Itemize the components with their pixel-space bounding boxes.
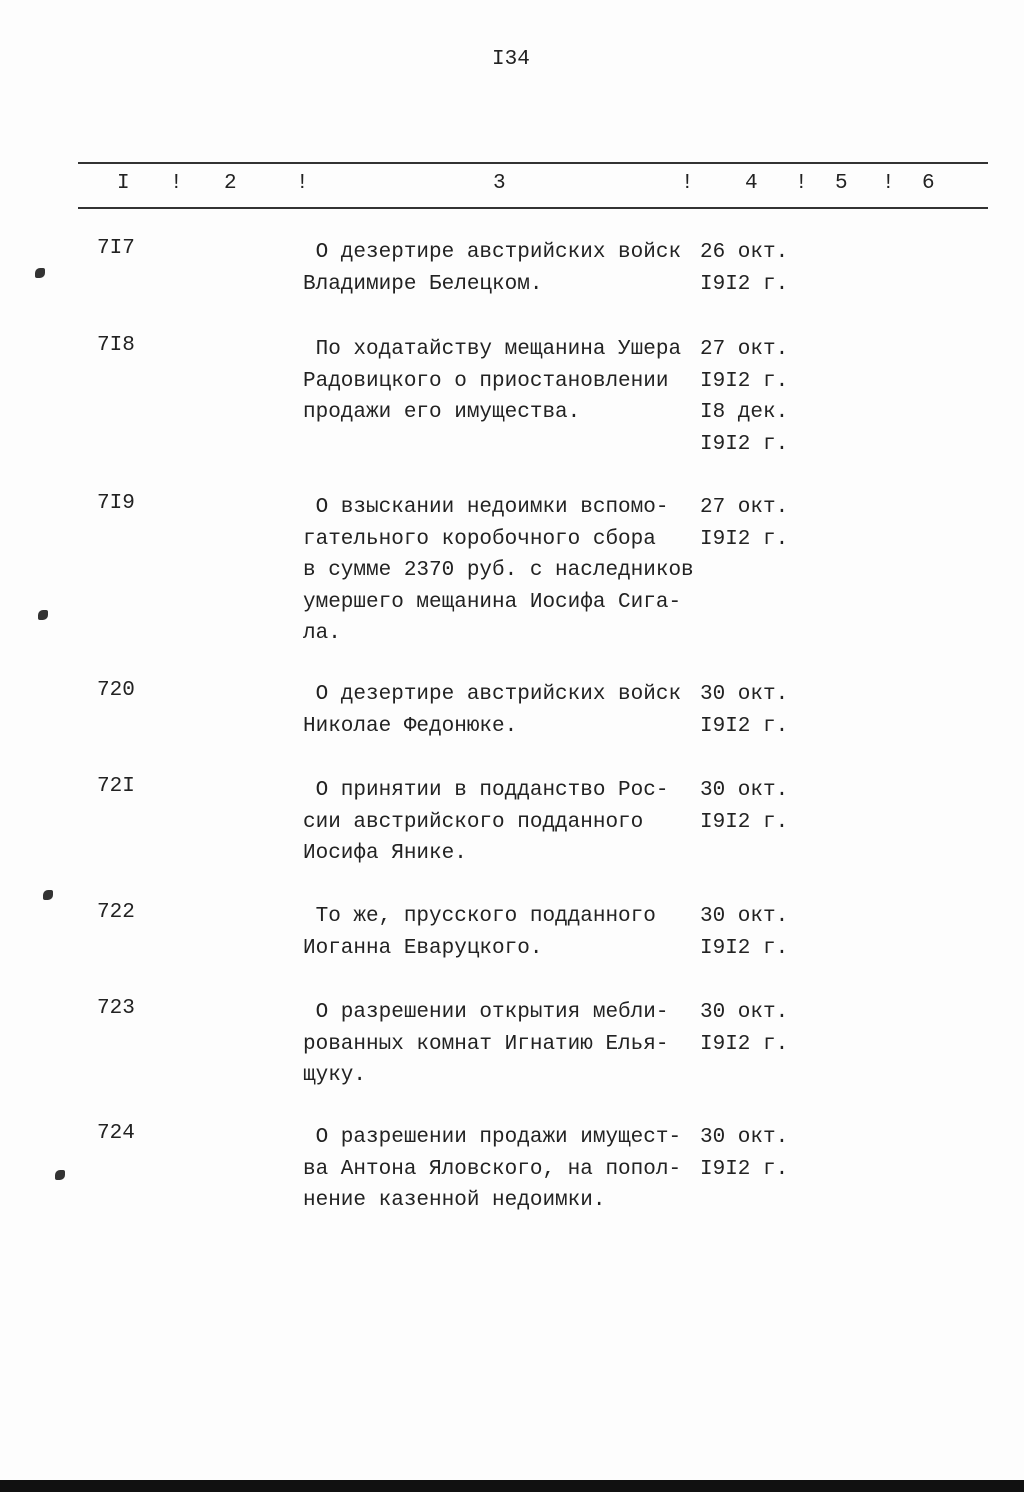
date-line: I9I2 г. bbox=[700, 1157, 789, 1181]
entry-number: 7I8 bbox=[97, 334, 135, 357]
scan-mark bbox=[38, 610, 48, 620]
entry-dates bbox=[700, 1122, 788, 1185]
description-line: То же, прусского подданного bbox=[303, 905, 656, 928]
description-line: Радовицкого о приостановлении bbox=[303, 369, 669, 393]
entry-number: 723 bbox=[97, 997, 135, 1020]
entry-description bbox=[303, 997, 668, 1092]
entry-description bbox=[303, 1122, 681, 1217]
entry-description bbox=[303, 237, 681, 300]
description-line: О разрешении открытия мебли- bbox=[303, 1001, 669, 1024]
entry-dates bbox=[700, 901, 788, 964]
description-line: ла. bbox=[303, 622, 341, 645]
entry-description bbox=[303, 775, 668, 870]
date-line: I9I2 г. bbox=[700, 936, 789, 960]
description-line: сии австрийского подданного bbox=[303, 810, 644, 834]
scan-mark bbox=[43, 890, 53, 900]
description-line: О разрешении продажи имущест- bbox=[303, 1126, 682, 1149]
date-line: 30 окт. bbox=[700, 1126, 789, 1149]
description-line: Николае Федонюке. bbox=[303, 714, 518, 738]
date-line: I9I2 г. bbox=[700, 369, 789, 393]
header-col-2: 2 bbox=[224, 172, 237, 195]
entry-number: 72I bbox=[97, 775, 135, 798]
header-sep: ! bbox=[296, 172, 309, 195]
date-line: 26 окт. bbox=[700, 241, 789, 264]
description-line: Владимире Белецком. bbox=[303, 272, 543, 296]
entry-number: 7I7 bbox=[97, 237, 135, 260]
date-line: 30 окт. bbox=[700, 905, 789, 928]
date-line: I9I2 г. bbox=[700, 1032, 789, 1056]
description-line: ва Антона Яловского, на попол- bbox=[303, 1157, 682, 1181]
description-line: По ходатайству мещанина Ушера bbox=[303, 338, 682, 361]
header-col-1: I bbox=[117, 172, 130, 195]
date-line: 27 окт. bbox=[700, 338, 789, 361]
header-sep: ! bbox=[882, 172, 895, 195]
entry-description bbox=[303, 334, 681, 429]
header-sep: ! bbox=[681, 172, 694, 195]
description-line: О взыскании недоимки вспомо- bbox=[303, 496, 669, 519]
description-line: умершего мещанина Иосифа Сига- bbox=[303, 590, 682, 614]
description-line: Иосифа Янике. bbox=[303, 842, 467, 865]
entry-number: 722 bbox=[97, 901, 135, 924]
header-rule-bottom bbox=[78, 207, 988, 209]
entry-dates bbox=[700, 492, 788, 555]
entry-dates bbox=[700, 237, 788, 300]
header-col-6: 6 bbox=[922, 172, 935, 195]
header-sep: ! bbox=[795, 172, 808, 195]
entry-dates bbox=[700, 997, 788, 1060]
entry-description bbox=[303, 492, 694, 650]
description-line: щуку. bbox=[303, 1064, 367, 1087]
date-line: 30 окт. bbox=[700, 1001, 789, 1024]
date-line: I9I2 г. bbox=[700, 810, 789, 834]
entry-dates bbox=[700, 334, 788, 460]
entry-dates bbox=[700, 775, 788, 838]
date-line: 30 окт. bbox=[700, 683, 789, 706]
description-line: О дезертире австрийских войск bbox=[303, 241, 682, 264]
description-line: О принятии в подданство Рос- bbox=[303, 779, 669, 802]
description-line: рованных комнат Игнатию Елья- bbox=[303, 1032, 669, 1056]
date-line: 27 окт. bbox=[700, 496, 789, 519]
entry-description bbox=[303, 901, 656, 964]
description-line: в сумме 2370 руб. с наследников bbox=[303, 559, 694, 582]
date-line: I8 дек. bbox=[700, 401, 789, 424]
scan-mark bbox=[55, 1170, 65, 1180]
header-rule-top bbox=[78, 162, 988, 164]
date-line: I9I2 г. bbox=[700, 527, 789, 551]
description-line: О дезертире австрийских войск bbox=[303, 683, 682, 706]
entry-number: 7I9 bbox=[97, 492, 135, 515]
entry-number: 720 bbox=[97, 679, 135, 702]
date-line: I9I2 г. bbox=[700, 432, 789, 456]
date-line: I9I2 г. bbox=[700, 714, 789, 738]
header-col-5: 5 bbox=[835, 172, 848, 195]
date-line: I9I2 г. bbox=[700, 272, 789, 296]
header-col-3: 3 bbox=[493, 172, 506, 195]
page-number: I34 bbox=[492, 48, 530, 71]
date-line: 30 окт. bbox=[700, 779, 789, 802]
description-line: гательного коробочного сбора bbox=[303, 527, 656, 551]
scan-mark bbox=[35, 268, 45, 278]
entry-description bbox=[303, 679, 681, 742]
entry-number: 724 bbox=[97, 1122, 135, 1145]
entry-dates bbox=[700, 679, 788, 742]
description-line: Иоганна Еваруцкого. bbox=[303, 936, 543, 960]
header-sep: ! bbox=[170, 172, 183, 195]
description-line: нение казенной недоимки. bbox=[303, 1189, 606, 1212]
header-col-4: 4 bbox=[745, 172, 758, 195]
scan-edge bbox=[0, 1480, 1024, 1492]
description-line: продажи его имущества. bbox=[303, 401, 581, 424]
